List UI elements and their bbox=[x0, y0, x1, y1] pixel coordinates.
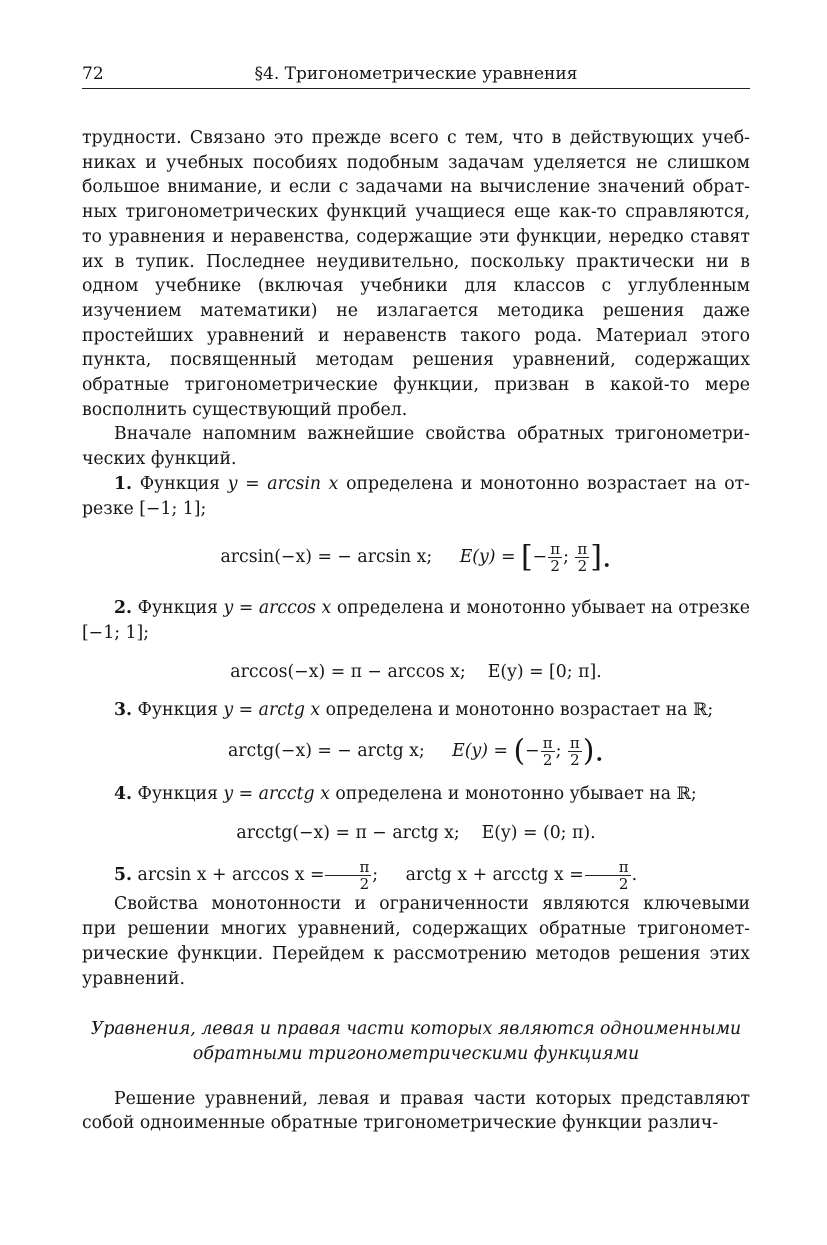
property-word: Функция bbox=[137, 784, 218, 805]
identity-end: . bbox=[631, 865, 638, 886]
formula-left: arctg(−x) = − arctg x; bbox=[227, 741, 425, 762]
formula-minus: − bbox=[525, 741, 540, 762]
property-text: определена и монотонно убывает на ℝ; bbox=[335, 784, 697, 805]
page-body bbox=[82, 126, 750, 1136]
formula-arcctg: arcctg(−x) = π − arctg x; E(y) = (0; π). bbox=[236, 822, 596, 843]
formula-left: arcsin(−x) = − arcsin x; bbox=[220, 547, 433, 568]
formula-separator: ; bbox=[563, 547, 569, 568]
paragraph-reminder: Вначале напомним важнейшие свойства обратных тригонометрических функций. bbox=[82, 424, 750, 470]
fraction-pi-over-2: $\frac{\pi}{2}$ bbox=[550, 540, 561, 576]
formula-bracket-close: ]. bbox=[590, 539, 612, 575]
property-5 bbox=[82, 859, 750, 892]
section-title: §4. Тригонометрические уравнения bbox=[254, 64, 578, 84]
paragraph-monotonicity: Свойства монотонности и ограниченности являются ключевыми при решении многих уравнений, содержащих обратные тригонометрические функции. Перейдем к рассмотрению методов решения этих уравнений. bbox=[82, 894, 750, 989]
formula-paren-close: ). bbox=[582, 733, 605, 769]
formula-bracket-open: [ bbox=[521, 539, 533, 575]
property-function: y = arcsin x bbox=[227, 473, 339, 494]
property-function: y = arcctg x bbox=[223, 784, 330, 805]
page-number: 72 bbox=[82, 64, 104, 84]
property-number: 3. bbox=[114, 700, 133, 721]
subsection-heading: Уравнения, левая и правая части которых являются одноименными обратными тригонометрическими функциями bbox=[90, 1019, 742, 1064]
property-word: Функция bbox=[137, 598, 218, 619]
property-3 bbox=[82, 698, 750, 723]
fraction-pi-over-2: $\frac{\pi}{2}$ bbox=[569, 734, 580, 770]
page bbox=[82, 60, 750, 1136]
property-4 bbox=[82, 782, 750, 807]
identity-separator: ; bbox=[372, 865, 379, 886]
property-2 bbox=[82, 596, 750, 645]
property-number: 2. bbox=[114, 598, 133, 619]
fraction-pi-over-2: $\frac{\pi}{2}$ bbox=[577, 540, 588, 576]
identity-right: arctg x + arcctg x = bbox=[405, 865, 584, 886]
property-word: Функция bbox=[137, 700, 218, 721]
identity-left: arcsin x + arccos x = bbox=[137, 865, 325, 886]
formula-minus: − bbox=[532, 547, 548, 568]
property-number: 5. bbox=[114, 865, 133, 886]
property-word: Функция bbox=[139, 473, 221, 494]
fraction-pi-over-2: $\frac{\pi}{2}$ bbox=[542, 734, 553, 770]
property-1 bbox=[82, 472, 750, 521]
formula-arccos: arccos(−x) = π − arccos x; E(y) = [0; π]. bbox=[230, 661, 602, 682]
formula-paren-open: ( bbox=[513, 733, 526, 769]
property-number: 1. bbox=[114, 473, 133, 494]
running-head bbox=[82, 60, 750, 89]
formula-range-label: E(y) = bbox=[459, 547, 516, 568]
fraction-pi-over-2: $\frac{\pi}{2}$ bbox=[325, 859, 371, 892]
property-function: y = arctg x bbox=[223, 700, 321, 721]
formula-separator: ; bbox=[555, 741, 562, 762]
paragraph-solution: Решение уравнений, левая и правая части которых представляют собой одноименные обратные тригонометрические функции различ- bbox=[82, 1088, 750, 1134]
property-text: определена и монотонно возрастает на ℝ; bbox=[325, 700, 714, 721]
formula-arctg bbox=[82, 735, 750, 768]
formula-arcsin bbox=[82, 541, 750, 574]
formula-range-label: E(y) = bbox=[452, 741, 509, 762]
paragraph-intro: трудности. Связано это прежде всего с тем, что в действующих учебниках и учебных пособиях подобным задачам уделяется не слишком большое внимание, и если с задачами на вычисление значений обратных тригонометрических функций учащиеся еще как-то справляются, то уравнения и неравенства, содержащие эти функции, нередко ставят их в тупик. Последнее неудивительно, поскольку практически ни в одном учебнике (включая учебники для классов с углубленным изучением математики) не излагается методика решения даже простейших уравнений и неравенств такого рода. Материал этого пункта, посвященный методам решения уравнений, содержащих обратные тригонометрические функции, призван в какой-то мере восполнить существующий пробел. bbox=[82, 128, 750, 420]
property-text: определена и монотонно возрастает на отрезке [−1; 1]; bbox=[82, 473, 750, 519]
property-function: y = arccos x bbox=[223, 598, 332, 619]
property-number: 4. bbox=[114, 784, 133, 805]
property-text: определена и монотонно убывает на отрезке [−1; 1]; bbox=[82, 598, 751, 643]
fraction-pi-over-2: $\frac{\pi}{2}$ bbox=[585, 859, 631, 892]
